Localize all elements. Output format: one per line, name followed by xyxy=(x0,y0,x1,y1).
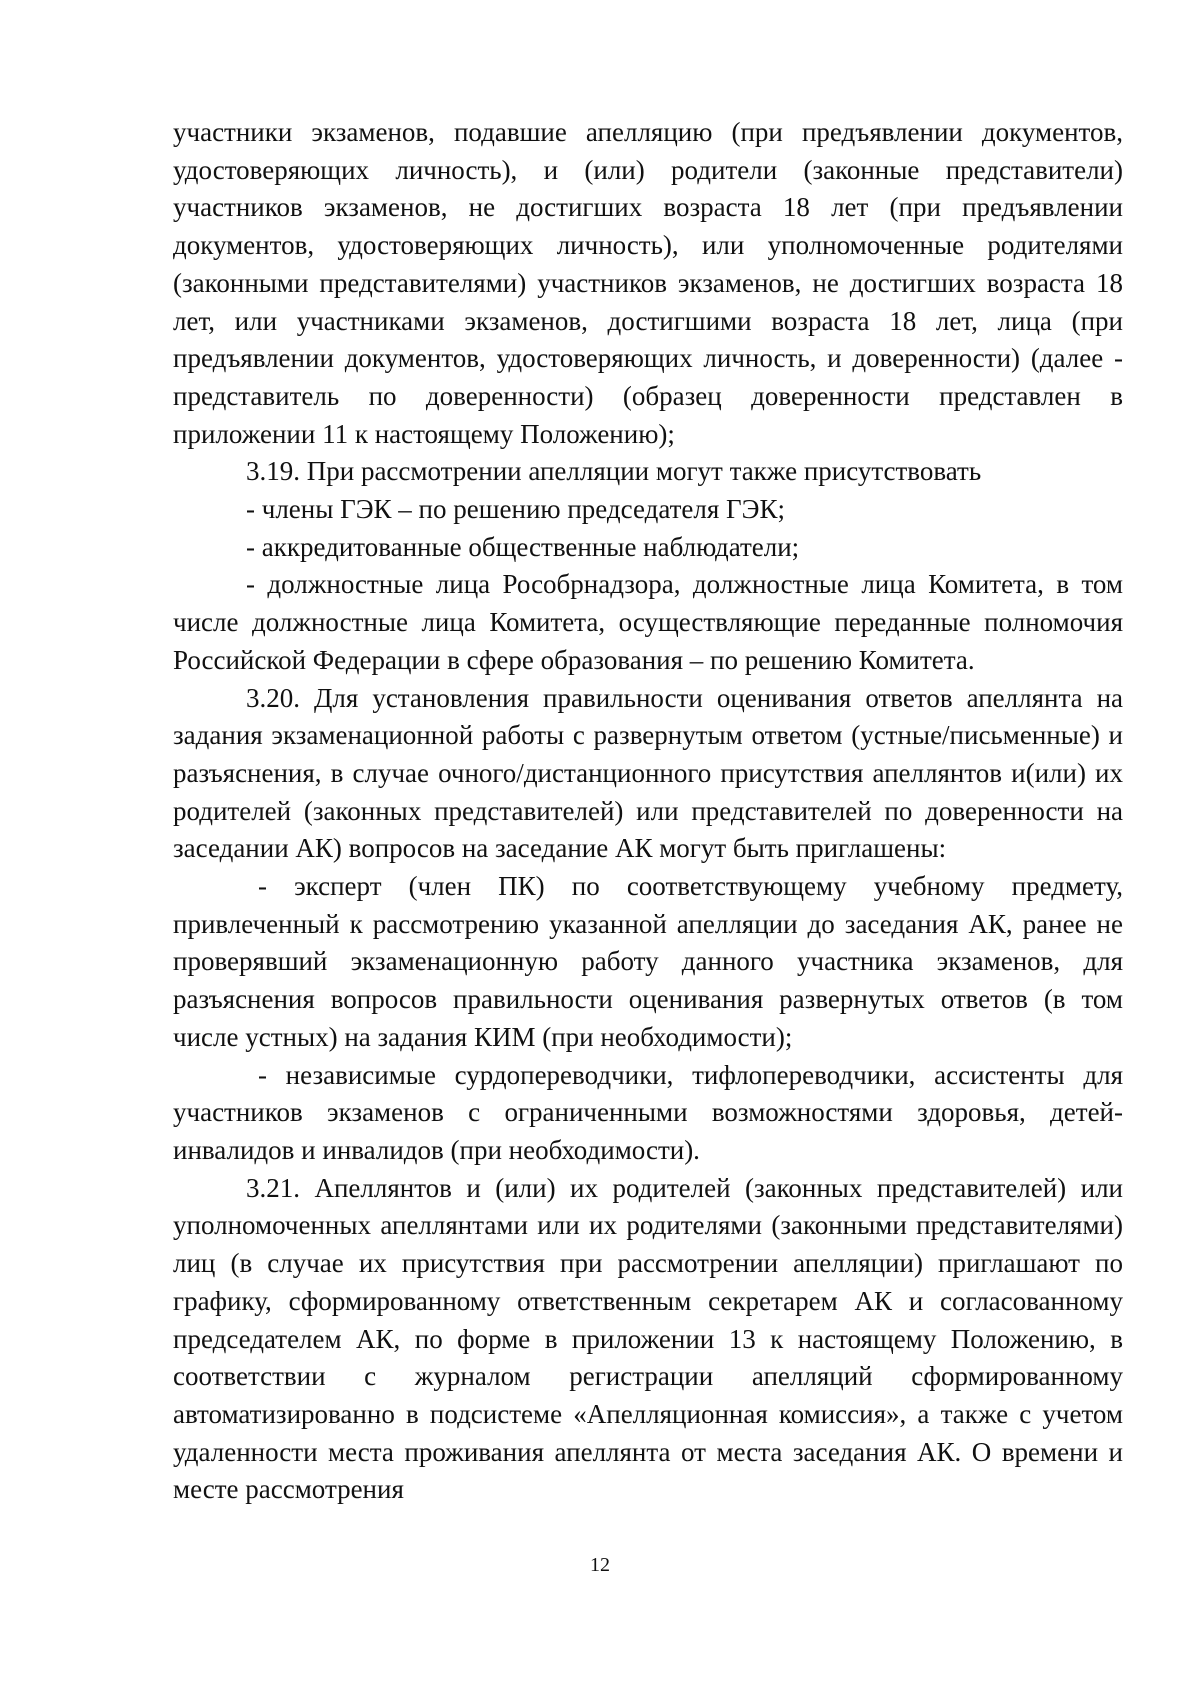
list-item-officials: - должностные лица Рособрнадзора, должностные лица Комитета, в том числе должностные лица Комитета, осуществляющие переданные полномочия Российской Федерации в сфере образования – по решению Комитета. xyxy=(173,569,1123,675)
document-body xyxy=(173,114,1123,1509)
page-number: 12 xyxy=(590,1554,610,1576)
list-item-observers: - аккредитованные общественные наблюдатели; xyxy=(246,531,800,562)
paragraph-clause-3-19: 3.19. При рассмотрении апелляции могут также присутствовать xyxy=(246,456,982,487)
list-item-interpreters: - независимые сурдопереводчики, тифлопереводчики, ассистенты для участников экзаменов с ограниченными возможностями здоровья, детей-инвалидов и инвалидов (при необходимости). xyxy=(173,1059,1123,1165)
paragraph-clause-3-21: 3.21. Апеллянтов и (или) их родителей (законных представителей) или уполномоченных апеллянтами или их родителями (законными представителями) лиц (в случае их присутствия при рассмотрении апелляции) приглашают по графику, сформированному ответственным секретарем АК и согласованному председателем АК, по форме в приложении 13 к настоящему Положению, в соответствии с журналом регистрации апелляций сформированному автоматизированно в подсистеме «Апелляционная комиссия», а также с учетом удаленности места проживания апеллянта от места заседания АК. О времени и месте рассмотрения xyxy=(173,1172,1123,1505)
paragraph-participants-continuation: участники экзаменов, подавшие апелляцию (при предъявлении документов, удостоверяющих личность), и (или) родители (законные представители) участников экзаменов, не достигших возраста 18 лет (при предъявлении документов, удостоверяющих личность), или уполномоченные родителями (законными представителями) участников экзаменов, не достигших возраста 18 лет, или участниками экзаменов, достигшими возраста 18 лет, лица (при предъявлении документов, удостоверяющих личность, и доверенности) (далее - представитель по доверенности) (образец доверенности представлен в приложении 11 к настоящему Положению); xyxy=(173,117,1123,449)
list-item-expert: - эксперт (член ПК) по соответствующему учебному предмету, привлеченный к рассмотрению указанной апелляции до заседания АК, ранее не проверявший экзаменационную работу данного участника экзаменов, для разъяснения вопросов правильности оценивания развернутых ответов (в том числе устных) на задания КИМ (при необходимости); xyxy=(173,871,1123,1052)
list-item-gek-members: - члены ГЭК – по решению председателя ГЭК; xyxy=(246,494,785,525)
paragraph-clause-3-20: 3.20. Для установления правильности оценивания ответов апеллянта на задания экзаменационной работы с развернутым ответом (устные/письменные) и разъяснения, в случае очного/дистанционного присутствия апеллянтов и(или) их родителей (законных представителей) или представителей по доверенности на заседании АК) вопросов на заседание АК могут быть приглашены: xyxy=(173,682,1123,864)
